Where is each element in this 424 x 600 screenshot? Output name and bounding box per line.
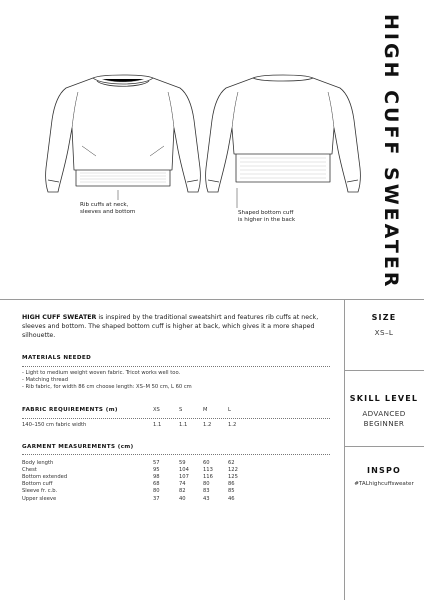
table-row — [22, 488, 248, 495]
materials-item: - Light to medium weight woven fabric. Tricot works well too. — [22, 370, 181, 376]
cell: 46 — [228, 495, 235, 502]
garment-heading: GARMENT MEASUREMENTS — [22, 444, 116, 450]
fabric-dotted-rule — [22, 418, 330, 419]
table-row — [22, 495, 248, 502]
cell: 125 — [228, 473, 238, 480]
row-label: Body length — [22, 459, 54, 466]
fabric-size-s: S — [179, 407, 183, 413]
intro-text: is inspired by the traditional sweatshirt and features rib cuffs at neck, sleeves and bottom. The shaped bottom cuff is higher at back, which gives it a more shaped silhouette. — [22, 314, 319, 339]
fabric-unit: (m) — [105, 407, 118, 413]
cell: 116 — [203, 473, 213, 480]
back-annotation — [238, 210, 358, 224]
cell: 74 — [179, 481, 186, 488]
garment-dotted-rule — [22, 454, 330, 455]
garment-heading-wrap — [22, 444, 330, 450]
materials-item: - Rib fabric, for width 86 cm choose length: XS–M 50 cm, L 60 cm — [22, 384, 192, 391]
row-label: Upper sleeve — [22, 495, 57, 502]
table-row — [22, 481, 248, 488]
materials-dotted-rule — [22, 366, 330, 367]
intro-bold-title: HIGH CUFF SWEATER — [22, 314, 97, 321]
cell: 68 — [153, 481, 160, 488]
cell: 59 — [179, 459, 186, 466]
cell: 62 — [228, 459, 235, 466]
cell: 85 — [228, 488, 235, 495]
fabric-value-xs: 1.1 — [153, 422, 162, 428]
row-label: Bottom cuff — [22, 481, 53, 488]
row-label: Sleeve fr. c.b. — [22, 488, 58, 495]
garment-table — [22, 459, 248, 502]
size-heading: SIZE — [371, 313, 397, 322]
fabric-value-l: 1.2 — [228, 422, 237, 428]
cell: 107 — [179, 473, 189, 480]
back-annotation-line2: is higher in the back — [238, 217, 296, 224]
fabric-size-m: M — [203, 407, 208, 413]
fabric-value-s: 1.1 — [179, 422, 188, 428]
table-row — [22, 466, 248, 473]
intro-paragraph — [22, 313, 330, 340]
skill-value-line2: BEGINNER — [363, 419, 405, 428]
cell: 98 — [153, 473, 160, 480]
cell: 104 — [179, 466, 189, 473]
front-annotation-line2: sleeves and bottom — [80, 209, 136, 216]
page-title: HIGH CUFF SWEATER — [380, 14, 402, 290]
cell: 57 — [153, 459, 160, 466]
materials-heading: MATERIALS NEEDED — [22, 355, 92, 361]
back-annotation-line1: Shaped bottom cuff — [238, 210, 294, 216]
skill-value-line1: ADVANCED — [362, 409, 406, 418]
fabric-heading: FABRIC REQUIREMENTS — [22, 407, 104, 413]
inspo-hashtag: #TALhighcuffsweater — [354, 481, 414, 487]
vertical-divider — [344, 299, 345, 600]
front-annotation-line1: Rib cuffs at neck, — [80, 202, 129, 208]
horizontal-divider — [0, 299, 424, 300]
garment-unit: (cm) — [117, 444, 134, 450]
row-label: Bottom extended — [22, 473, 68, 480]
materials-list — [22, 370, 330, 392]
cell: 122 — [228, 466, 238, 473]
materials-item: - Matching thread — [22, 377, 69, 384]
fabric-size-xs: XS — [153, 407, 160, 413]
fabric-row-label: 140–150 cm fabric width — [22, 422, 87, 428]
cell: 43 — [203, 495, 210, 502]
skill-heading: SKILL LEVEL — [349, 394, 419, 403]
fabric-value-m: 1.2 — [203, 422, 212, 428]
inspo-section — [344, 466, 424, 487]
fabric-size-l: L — [228, 407, 231, 413]
inspo-heading: INSPO — [366, 466, 402, 475]
cell: 113 — [203, 466, 213, 473]
size-section — [344, 313, 424, 338]
cell: 80 — [203, 481, 210, 488]
table-row — [22, 459, 248, 466]
cell: 95 — [153, 466, 160, 473]
sidebar-divider-2 — [344, 446, 424, 447]
cell: 40 — [179, 495, 186, 502]
fabric-heading-wrap — [22, 407, 152, 413]
cell: 83 — [203, 488, 210, 495]
front-annotation — [80, 202, 200, 216]
sidebar-divider-1 — [344, 370, 424, 371]
table-row — [22, 473, 248, 480]
cell: 82 — [179, 488, 186, 495]
garment-measurements — [22, 444, 330, 502]
skill-section — [344, 394, 424, 429]
page-title-wrapper — [358, 14, 418, 290]
row-label: Chest — [22, 466, 37, 473]
cell: 37 — [153, 495, 160, 502]
cell: 60 — [203, 459, 210, 466]
cell: 86 — [228, 481, 235, 488]
size-value: XS–L — [374, 328, 394, 337]
cell: 80 — [153, 488, 160, 495]
